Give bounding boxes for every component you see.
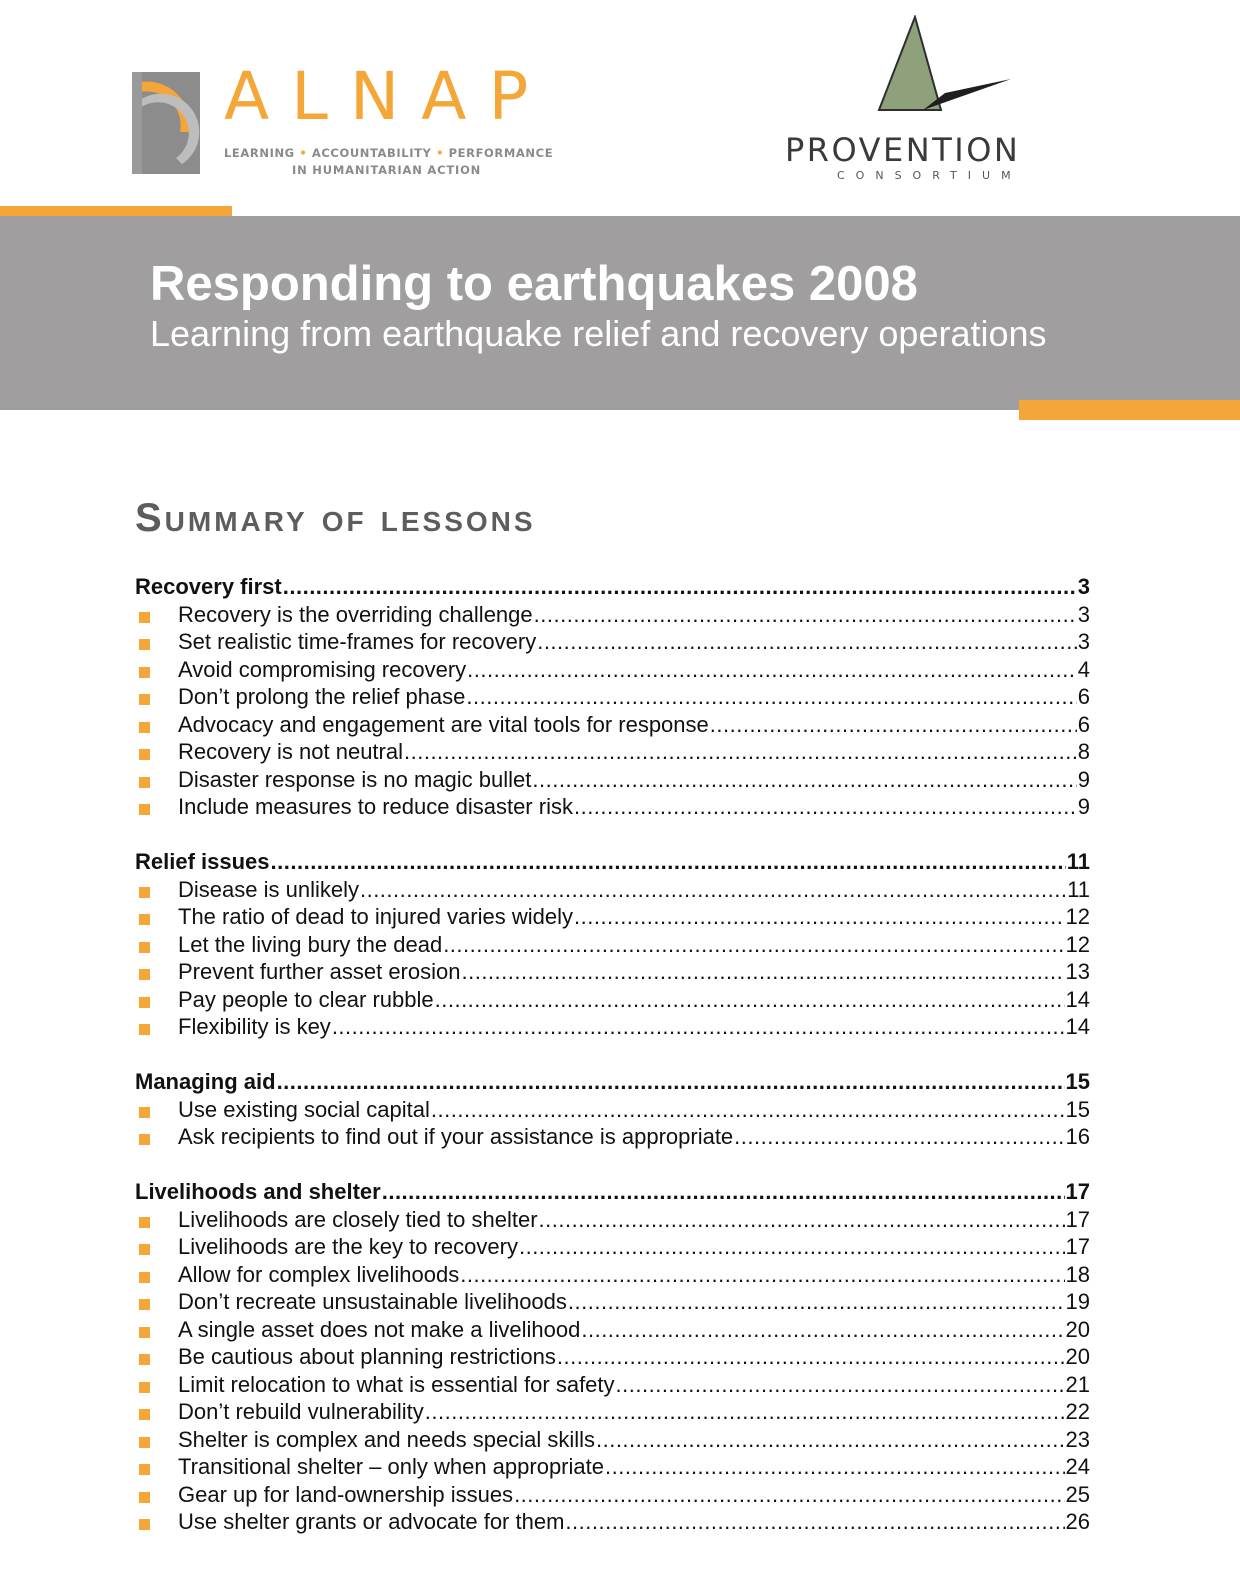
toc-item-label: Use shelter grants or advocate for them bbox=[178, 1509, 565, 1534]
toc-item-label: Use existing social capital bbox=[178, 1096, 430, 1122]
alnap-tagline-accountability: ACCOUNTABILITY bbox=[311, 146, 432, 160]
toc-page-number: 15 bbox=[1065, 1096, 1090, 1122]
toc-item[interactable] bbox=[135, 766, 1090, 794]
toc-item[interactable] bbox=[135, 738, 1090, 766]
toc-item[interactable] bbox=[135, 711, 1090, 739]
toc-page-number: 12 bbox=[1065, 931, 1090, 957]
toc-page-number: 18 bbox=[1065, 1261, 1090, 1287]
toc-page-number: 21 bbox=[1065, 1371, 1090, 1397]
toc-item-label: Disaster response is no magic bullet bbox=[178, 766, 532, 792]
toc-item-label: Livelihoods are the key to recovery bbox=[178, 1234, 518, 1259]
toc-section-title: Relief issues bbox=[135, 849, 270, 874]
square-bullet-icon bbox=[139, 1217, 150, 1228]
toc-leader bbox=[431, 1096, 1065, 1124]
toc-page-number: 24 bbox=[1065, 1454, 1090, 1479]
toc-item[interactable] bbox=[135, 601, 1090, 629]
toc-page-number: 9 bbox=[1077, 766, 1090, 792]
toc-leader bbox=[466, 683, 1076, 711]
toc-item[interactable] bbox=[135, 1398, 1090, 1426]
alnap-wordmark: ALNAP bbox=[224, 58, 551, 135]
toc-page-number: 3 bbox=[1077, 601, 1090, 627]
toc-leader bbox=[616, 1371, 1065, 1399]
toc-item-label: Recovery is the overriding challenge bbox=[178, 601, 533, 627]
accent-bar-bottom bbox=[1019, 400, 1240, 420]
square-bullet-icon bbox=[139, 1519, 150, 1530]
toc-item[interactable] bbox=[135, 683, 1090, 711]
toc-page-number: 14 bbox=[1065, 1014, 1090, 1039]
table-of-contents bbox=[135, 573, 1090, 1563]
toc-page-number: 17 bbox=[1065, 1234, 1090, 1259]
toc-section-title: Livelihoods and shelter bbox=[135, 1179, 381, 1204]
toc-item[interactable] bbox=[135, 931, 1090, 959]
square-bullet-icon bbox=[139, 1409, 150, 1420]
toc-section-heading[interactable] bbox=[135, 848, 1090, 876]
toc-leader bbox=[534, 601, 1077, 629]
toc-item[interactable] bbox=[135, 876, 1090, 904]
toc-section-livelihoods-and-shelter bbox=[135, 1178, 1090, 1536]
square-bullet-icon bbox=[139, 942, 150, 953]
toc-item-label: Avoid compromising recovery bbox=[178, 656, 467, 682]
toc-section-title: Managing aid bbox=[135, 1069, 276, 1094]
square-bullet-icon bbox=[139, 1134, 150, 1145]
square-bullet-icon bbox=[139, 667, 150, 678]
toc-page-number: 25 bbox=[1065, 1481, 1090, 1507]
alnap-tagline-performance: PERFORMANCE bbox=[448, 146, 554, 160]
toc-leader bbox=[467, 656, 1077, 684]
toc-leader bbox=[574, 793, 1077, 821]
toc-item[interactable] bbox=[135, 1371, 1090, 1399]
toc-page-number: 20 bbox=[1065, 1344, 1090, 1369]
toc-page-number: 12 bbox=[1065, 904, 1090, 929]
toc-item-label: Prevent further asset erosion bbox=[178, 959, 461, 984]
toc-item[interactable] bbox=[135, 656, 1090, 684]
toc-section-heading[interactable] bbox=[135, 573, 1090, 601]
toc-leader bbox=[565, 1508, 1064, 1536]
toc-item-label: Recovery is not neutral bbox=[178, 739, 403, 764]
square-bullet-icon bbox=[139, 777, 150, 788]
square-bullet-icon bbox=[139, 1024, 150, 1035]
toc-page-number: 9 bbox=[1077, 794, 1090, 819]
toc-item[interactable] bbox=[135, 628, 1090, 656]
toc-item[interactable] bbox=[135, 903, 1090, 931]
toc-leader bbox=[539, 1206, 1065, 1234]
provention-subtitle: CONSORTIUM bbox=[837, 169, 1022, 182]
toc-leader bbox=[404, 738, 1077, 766]
toc-page-number: 6 bbox=[1077, 684, 1090, 709]
toc-page-number: 3 bbox=[1077, 574, 1090, 599]
toc-item[interactable] bbox=[135, 1261, 1090, 1289]
toc-leader bbox=[443, 931, 1064, 959]
toc-item[interactable] bbox=[135, 1426, 1090, 1454]
toc-item-label: Gear up for land-ownership issues bbox=[178, 1481, 514, 1507]
toc-item-label: Advocacy and engagement are vital tools for response bbox=[178, 711, 709, 737]
toc-section-managing-aid bbox=[135, 1068, 1090, 1151]
toc-leader bbox=[537, 628, 1077, 656]
toc-item-label: Don’t rebuild vulnerability bbox=[178, 1399, 424, 1424]
toc-leader bbox=[581, 1316, 1064, 1344]
toc-item[interactable] bbox=[135, 1096, 1090, 1124]
toc-item[interactable] bbox=[135, 1123, 1090, 1151]
toc-page-number: 6 bbox=[1077, 711, 1090, 737]
provention-triangle-icon bbox=[875, 15, 1015, 113]
toc-item[interactable] bbox=[135, 986, 1090, 1014]
toc-page-number: 26 bbox=[1065, 1509, 1090, 1534]
document-title: Responding to earthquakes 2008 bbox=[150, 257, 918, 311]
toc-section-heading[interactable] bbox=[135, 1068, 1090, 1096]
toc-leader bbox=[710, 711, 1077, 739]
toc-page-number: 16 bbox=[1065, 1124, 1090, 1149]
square-bullet-icon bbox=[139, 639, 150, 650]
toc-leader bbox=[557, 1343, 1065, 1371]
square-bullet-icon bbox=[139, 804, 150, 815]
square-bullet-icon bbox=[139, 749, 150, 760]
toc-item[interactable] bbox=[135, 1316, 1090, 1344]
toc-item-label: Flexibility is key bbox=[178, 1014, 331, 1039]
toc-leader bbox=[435, 986, 1065, 1014]
toc-leader bbox=[519, 1233, 1065, 1261]
provention-logo bbox=[785, 15, 1085, 185]
toc-page-number: 11 bbox=[1067, 876, 1090, 902]
toc-leader bbox=[332, 1013, 1065, 1041]
toc-item[interactable] bbox=[135, 1343, 1090, 1371]
toc-leader bbox=[596, 1426, 1065, 1454]
toc-page-number: 17 bbox=[1065, 1179, 1090, 1204]
toc-item-label: Allow for complex livelihoods bbox=[178, 1261, 460, 1287]
toc-section-title: Recovery first bbox=[135, 574, 282, 599]
document-subtitle: Learning from earthquake relief and recovery operations bbox=[150, 313, 1047, 354]
alnap-tagline-line2: IN HUMANITARIAN ACTION bbox=[292, 163, 482, 177]
square-bullet-icon bbox=[139, 1464, 150, 1475]
toc-page-number: 14 bbox=[1065, 986, 1090, 1012]
square-bullet-icon bbox=[139, 1272, 150, 1283]
toc-leader bbox=[277, 1068, 1065, 1096]
toc-item-label: Ask recipients to find out if your assistance is appropriate bbox=[178, 1124, 734, 1149]
toc-item[interactable] bbox=[135, 1233, 1090, 1261]
toc-item-label: Let the living bury the dead bbox=[178, 931, 443, 957]
square-bullet-icon bbox=[139, 1437, 150, 1448]
toc-page-number: 11 bbox=[1066, 849, 1090, 874]
toc-item[interactable] bbox=[135, 1508, 1090, 1536]
toc-item-label: Transitional shelter – only when appropriate bbox=[178, 1454, 604, 1479]
square-bullet-icon bbox=[139, 887, 150, 898]
square-bullet-icon bbox=[139, 997, 150, 1008]
toc-leader bbox=[734, 1123, 1064, 1151]
square-bullet-icon bbox=[139, 1492, 150, 1503]
square-bullet-icon bbox=[139, 1299, 150, 1310]
toc-leader bbox=[283, 573, 1077, 601]
toc-leader bbox=[532, 766, 1076, 794]
square-bullet-icon bbox=[139, 969, 150, 980]
toc-section-recovery-first bbox=[135, 573, 1090, 821]
toc-item-label: Disease is unlikely bbox=[178, 876, 359, 902]
toc-item-label: Pay people to clear rubble bbox=[178, 986, 434, 1012]
toc-page-number: 13 bbox=[1065, 959, 1090, 984]
alnap-tagline-separator: • bbox=[299, 146, 308, 160]
alnap-tagline-line1 bbox=[224, 146, 553, 160]
toc-page-number: 23 bbox=[1065, 1426, 1090, 1452]
toc-item[interactable] bbox=[135, 1481, 1090, 1509]
toc-leader bbox=[425, 1398, 1065, 1426]
alnap-logo bbox=[132, 58, 572, 182]
accent-bar-top bbox=[0, 206, 232, 216]
toc-leader bbox=[461, 958, 1064, 986]
toc-leader bbox=[574, 903, 1065, 931]
toc-item[interactable] bbox=[135, 958, 1090, 986]
toc-section-heading[interactable] bbox=[135, 1178, 1090, 1206]
toc-item-label: Shelter is complex and needs special skills bbox=[178, 1426, 595, 1452]
alnap-tagline-learning: LEARNING bbox=[224, 146, 295, 160]
toc-item-label: The ratio of dead to injured varies widely bbox=[178, 904, 573, 929]
toc-leader bbox=[460, 1261, 1064, 1289]
square-bullet-icon bbox=[139, 1107, 150, 1118]
square-bullet-icon bbox=[139, 1327, 150, 1338]
toc-item-label: Set realistic time-frames for recovery bbox=[178, 629, 537, 654]
toc-page-number: 3 bbox=[1077, 629, 1090, 654]
toc-item-label: Livelihoods are closely tied to shelter bbox=[178, 1206, 538, 1232]
square-bullet-icon bbox=[139, 1382, 150, 1393]
toc-item-label: Include measures to reduce disaster risk bbox=[178, 794, 573, 819]
alnap-emblem-icon bbox=[132, 72, 200, 174]
alnap-tagline-separator: • bbox=[436, 146, 445, 160]
square-bullet-icon bbox=[139, 694, 150, 705]
toc-leader bbox=[514, 1481, 1064, 1509]
toc-leader bbox=[271, 848, 1066, 876]
toc-page-number: 20 bbox=[1065, 1316, 1090, 1342]
square-bullet-icon bbox=[139, 722, 150, 733]
toc-page-number: 8 bbox=[1077, 739, 1090, 764]
toc-item-label: Don’t prolong the relief phase bbox=[178, 684, 466, 709]
provention-wordmark: PROVENTION bbox=[785, 131, 1021, 169]
toc-page-number: 17 bbox=[1065, 1206, 1090, 1232]
toc-item-label: Limit relocation to what is essential for safety bbox=[178, 1371, 615, 1397]
toc-page-number: 15 bbox=[1065, 1069, 1090, 1094]
toc-item[interactable] bbox=[135, 1013, 1090, 1041]
toc-item[interactable] bbox=[135, 1288, 1090, 1316]
summary-heading: Summary of lessons bbox=[135, 496, 536, 540]
toc-item[interactable] bbox=[135, 1453, 1090, 1481]
toc-item-label: Be cautious about planning restrictions bbox=[178, 1344, 556, 1369]
toc-leader bbox=[382, 1178, 1065, 1206]
toc-section-relief-issues bbox=[135, 848, 1090, 1041]
square-bullet-icon bbox=[139, 612, 150, 623]
toc-leader bbox=[568, 1288, 1065, 1316]
square-bullet-icon bbox=[139, 914, 150, 925]
toc-item-label: A single asset does not make a livelihood bbox=[178, 1316, 581, 1342]
toc-page-number: 4 bbox=[1077, 656, 1090, 682]
toc-page-number: 19 bbox=[1065, 1289, 1090, 1314]
toc-item[interactable] bbox=[135, 1206, 1090, 1234]
toc-leader bbox=[360, 876, 1066, 904]
toc-item-label: Don’t recreate unsustainable livelihoods bbox=[178, 1289, 567, 1314]
square-bullet-icon bbox=[139, 1354, 150, 1365]
square-bullet-icon bbox=[139, 1244, 150, 1255]
toc-leader bbox=[605, 1453, 1065, 1481]
toc-item[interactable] bbox=[135, 793, 1090, 821]
toc-page-number: 22 bbox=[1065, 1399, 1090, 1424]
